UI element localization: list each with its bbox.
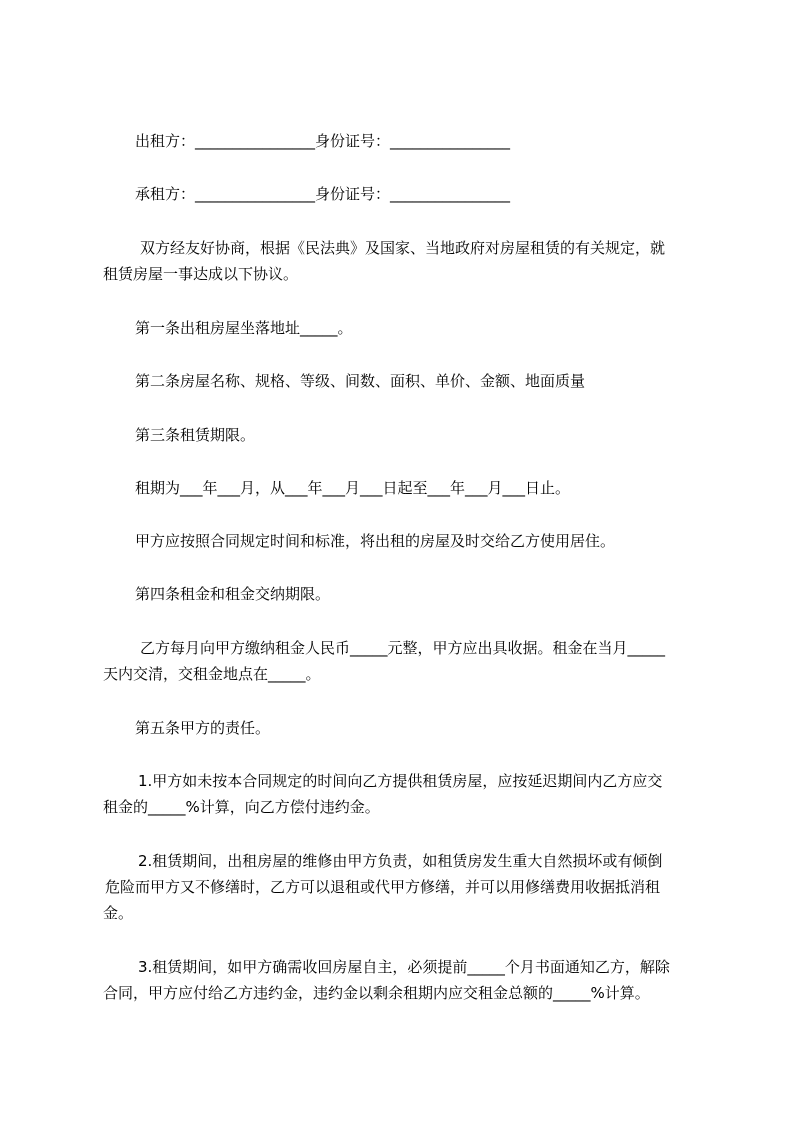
clause-2-line-2: 危险而甲方又不修缮时，乙方可以退租或代甲方修缮，并可以用修缮费用收据抵消租: [105, 878, 661, 896]
article-1: 第一条出租房屋坐落地址_____。: [135, 319, 353, 337]
intro-line-1: 双方经友好协商，根据《民法典》及国家、当地政府对房屋租赁的有关规定，就: [140, 239, 666, 257]
article-5: 第五条甲方的责任。: [135, 719, 271, 737]
lessor-line: 出租方：________________身份证号：________________: [135, 132, 511, 150]
intro-line-2: 租赁房屋一事达成以下协议。: [103, 265, 299, 283]
clause-3-line-2: 合同，甲方应付给乙方违约金，违约金以剩余租期内应交租金总额的_____%计算。: [103, 984, 650, 1002]
clause-2-line-3: 金。: [103, 904, 134, 922]
lessee-line: 承租方：________________身份证号：________________: [135, 185, 511, 203]
article-4: 第四条租金和租金交纳期限。: [135, 585, 331, 603]
rent-line-2: 天内交清，交租金地点在_____。: [103, 665, 321, 683]
clause-3-line-1: 3.租赁期间，如甲方确需收回房屋自主，必须提前_____个月书面通知乙方，解除: [138, 958, 670, 976]
article-3: 第三条租赁期限。: [135, 426, 256, 444]
delivery-line: 甲方应按照合同规定时间和标准，将出租的房屋及时交给乙方使用居住。: [135, 532, 616, 550]
clause-1-line-1: 1.甲方如未按本合同规定的时间向乙方提供租赁房屋，应按延迟期间内乙方应交: [138, 772, 663, 790]
rent-line-1: 乙方每月向甲方缴纳租金人民币_____元整，甲方应出具收据。租金在当月_____: [140, 639, 666, 657]
term-line: 租期为___年___月，从___年___月___日起至___年___月___日止。: [135, 479, 571, 497]
clause-1-line-2: 租金的_____%计算，向乙方偿付违约金。: [103, 798, 380, 816]
clause-2-line-1: 2.租赁期间，出租房屋的维修由甲方负责，如租赁房发生重大自然损坏或有倾倒: [138, 852, 663, 870]
article-2: 第二条房屋名称、规格、等级、间数、面积、单价、金额、地面质量: [135, 372, 586, 390]
